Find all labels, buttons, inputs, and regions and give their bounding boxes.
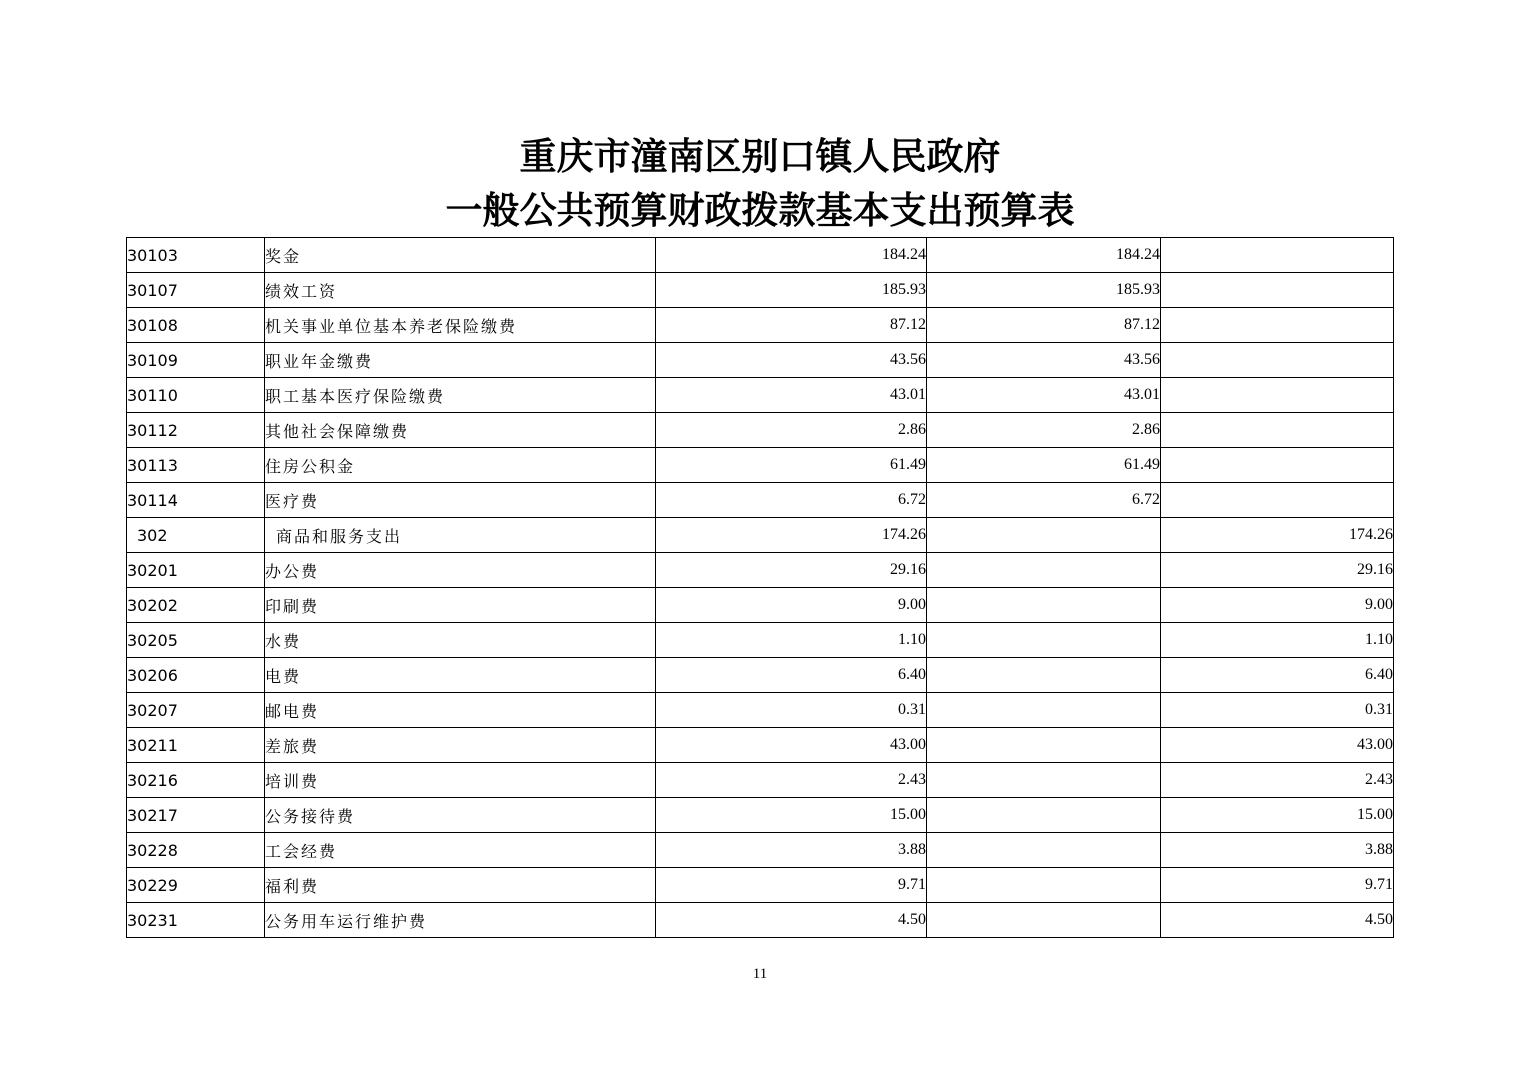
row-total-cell: 6.72 — [656, 483, 927, 518]
row-code-cell: 30112 — [127, 413, 265, 448]
row-name-cell: 职工基本医疗保险缴费 — [265, 378, 656, 413]
budget-table-body — [127, 238, 1394, 938]
row-name-cell: 职业年金缴费 — [265, 343, 656, 378]
row-public-cell: 29.16 — [1161, 553, 1394, 588]
row-total-cell: 29.16 — [656, 553, 927, 588]
row-name-cell: 办公费 — [265, 553, 656, 588]
row-code-cell: 30216 — [127, 763, 265, 798]
row-personnel-cell — [927, 728, 1161, 763]
row-code-cell: 302 — [127, 518, 265, 553]
row-personnel-cell — [927, 658, 1161, 693]
row-name-cell: 培训费 — [265, 763, 656, 798]
row-name-cell: 公务用车运行维护费 — [265, 903, 656, 938]
row-public-cell — [1161, 378, 1394, 413]
row-personnel-cell: 43.01 — [927, 378, 1161, 413]
row-code-cell: 30201 — [127, 553, 265, 588]
row-personnel-cell — [927, 553, 1161, 588]
row-public-cell: 9.71 — [1161, 868, 1394, 903]
row-public-cell — [1161, 343, 1394, 378]
row-code-cell: 30109 — [127, 343, 265, 378]
row-name-cell: 工会经费 — [265, 833, 656, 868]
row-total-cell: 87.12 — [656, 308, 927, 343]
row-personnel-cell — [927, 693, 1161, 728]
row-personnel-cell — [927, 868, 1161, 903]
row-total-cell: 15.00 — [656, 798, 927, 833]
table-row — [127, 238, 1394, 273]
row-total-cell: 174.26 — [656, 518, 927, 553]
table-row — [127, 588, 1394, 623]
row-name-cell: 商品和服务支出 — [265, 518, 656, 553]
row-total-cell: 0.31 — [656, 693, 927, 728]
row-name-cell: 公务接待费 — [265, 798, 656, 833]
row-code-cell: 30103 — [127, 238, 265, 273]
row-code-cell: 30107 — [127, 273, 265, 308]
row-name-cell: 医疗费 — [265, 483, 656, 518]
table-row — [127, 658, 1394, 693]
table-row — [127, 798, 1394, 833]
row-total-cell: 184.24 — [656, 238, 927, 273]
row-name-cell: 福利费 — [265, 868, 656, 903]
row-code-cell: 30113 — [127, 448, 265, 483]
table-row — [127, 273, 1394, 308]
table-row — [127, 728, 1394, 763]
row-public-cell: 15.00 — [1161, 798, 1394, 833]
page-number: 11 — [752, 966, 768, 982]
row-public-cell — [1161, 448, 1394, 483]
row-public-cell: 4.50 — [1161, 903, 1394, 938]
row-code-cell: 30229 — [127, 868, 265, 903]
table-row — [127, 553, 1394, 588]
row-personnel-cell: 185.93 — [927, 273, 1161, 308]
row-name-cell: 水费 — [265, 623, 656, 658]
document-title-line2: 一般公共预算财政拨款基本支出预算表 — [445, 188, 1075, 232]
table-row — [127, 763, 1394, 798]
row-code-cell: 30205 — [127, 623, 265, 658]
row-total-cell: 43.01 — [656, 378, 927, 413]
budget-table — [126, 237, 1394, 938]
row-personnel-cell: 6.72 — [927, 483, 1161, 518]
row-name-cell: 电费 — [265, 658, 656, 693]
row-public-cell — [1161, 413, 1394, 448]
row-name-cell: 邮电费 — [265, 693, 656, 728]
row-name-cell: 住房公积金 — [265, 448, 656, 483]
row-code-cell: 30108 — [127, 308, 265, 343]
table-row — [127, 483, 1394, 518]
table-row — [127, 693, 1394, 728]
table-row — [127, 868, 1394, 903]
row-public-cell: 43.00 — [1161, 728, 1394, 763]
row-code-cell: 30231 — [127, 903, 265, 938]
table-row — [127, 343, 1394, 378]
row-code-cell: 30207 — [127, 693, 265, 728]
row-personnel-cell — [927, 518, 1161, 553]
row-total-cell: 6.40 — [656, 658, 927, 693]
row-personnel-cell — [927, 833, 1161, 868]
table-row — [127, 448, 1394, 483]
row-total-cell: 2.86 — [656, 413, 927, 448]
row-total-cell: 2.43 — [656, 763, 927, 798]
document-title-line1: 重庆市潼南区别口镇人民政府 — [519, 134, 1001, 178]
row-public-cell: 174.26 — [1161, 518, 1394, 553]
row-name-cell: 差旅费 — [265, 728, 656, 763]
row-personnel-cell: 184.24 — [927, 238, 1161, 273]
row-code-cell: 30228 — [127, 833, 265, 868]
row-name-cell: 绩效工资 — [265, 273, 656, 308]
row-personnel-cell: 2.86 — [927, 413, 1161, 448]
row-total-cell: 3.88 — [656, 833, 927, 868]
row-code-cell: 30217 — [127, 798, 265, 833]
row-personnel-cell — [927, 798, 1161, 833]
row-public-cell: 9.00 — [1161, 588, 1394, 623]
row-total-cell: 4.50 — [656, 903, 927, 938]
row-public-cell: 1.10 — [1161, 623, 1394, 658]
row-code-cell: 30114 — [127, 483, 265, 518]
row-total-cell: 43.00 — [656, 728, 927, 763]
row-code-cell: 30206 — [127, 658, 265, 693]
row-public-cell: 0.31 — [1161, 693, 1394, 728]
table-row — [127, 903, 1394, 938]
row-public-cell: 6.40 — [1161, 658, 1394, 693]
row-public-cell: 2.43 — [1161, 763, 1394, 798]
table-row — [127, 378, 1394, 413]
row-public-cell — [1161, 273, 1394, 308]
row-personnel-cell — [927, 623, 1161, 658]
row-personnel-cell: 61.49 — [927, 448, 1161, 483]
row-public-cell: 3.88 — [1161, 833, 1394, 868]
table-row — [127, 518, 1394, 553]
row-personnel-cell — [927, 588, 1161, 623]
row-code-cell: 30202 — [127, 588, 265, 623]
row-public-cell — [1161, 483, 1394, 518]
table-row — [127, 623, 1394, 658]
row-total-cell: 1.10 — [656, 623, 927, 658]
table-row — [127, 413, 1394, 448]
table-row — [127, 308, 1394, 343]
row-total-cell: 185.93 — [656, 273, 927, 308]
row-personnel-cell: 87.12 — [927, 308, 1161, 343]
row-total-cell: 61.49 — [656, 448, 927, 483]
row-name-cell: 印刷费 — [265, 588, 656, 623]
table-row — [127, 833, 1394, 868]
row-total-cell: 9.00 — [656, 588, 927, 623]
row-total-cell: 43.56 — [656, 343, 927, 378]
row-personnel-cell — [927, 903, 1161, 938]
row-name-cell: 奖金 — [265, 238, 656, 273]
row-public-cell — [1161, 238, 1394, 273]
row-total-cell: 9.71 — [656, 868, 927, 903]
row-public-cell — [1161, 308, 1394, 343]
row-name-cell: 其他社会保障缴费 — [265, 413, 656, 448]
row-personnel-cell — [927, 763, 1161, 798]
row-code-cell: 30110 — [127, 378, 265, 413]
row-code-cell: 30211 — [127, 728, 265, 763]
row-personnel-cell: 43.56 — [927, 343, 1161, 378]
row-name-cell: 机关事业单位基本养老保险缴费 — [265, 308, 656, 343]
